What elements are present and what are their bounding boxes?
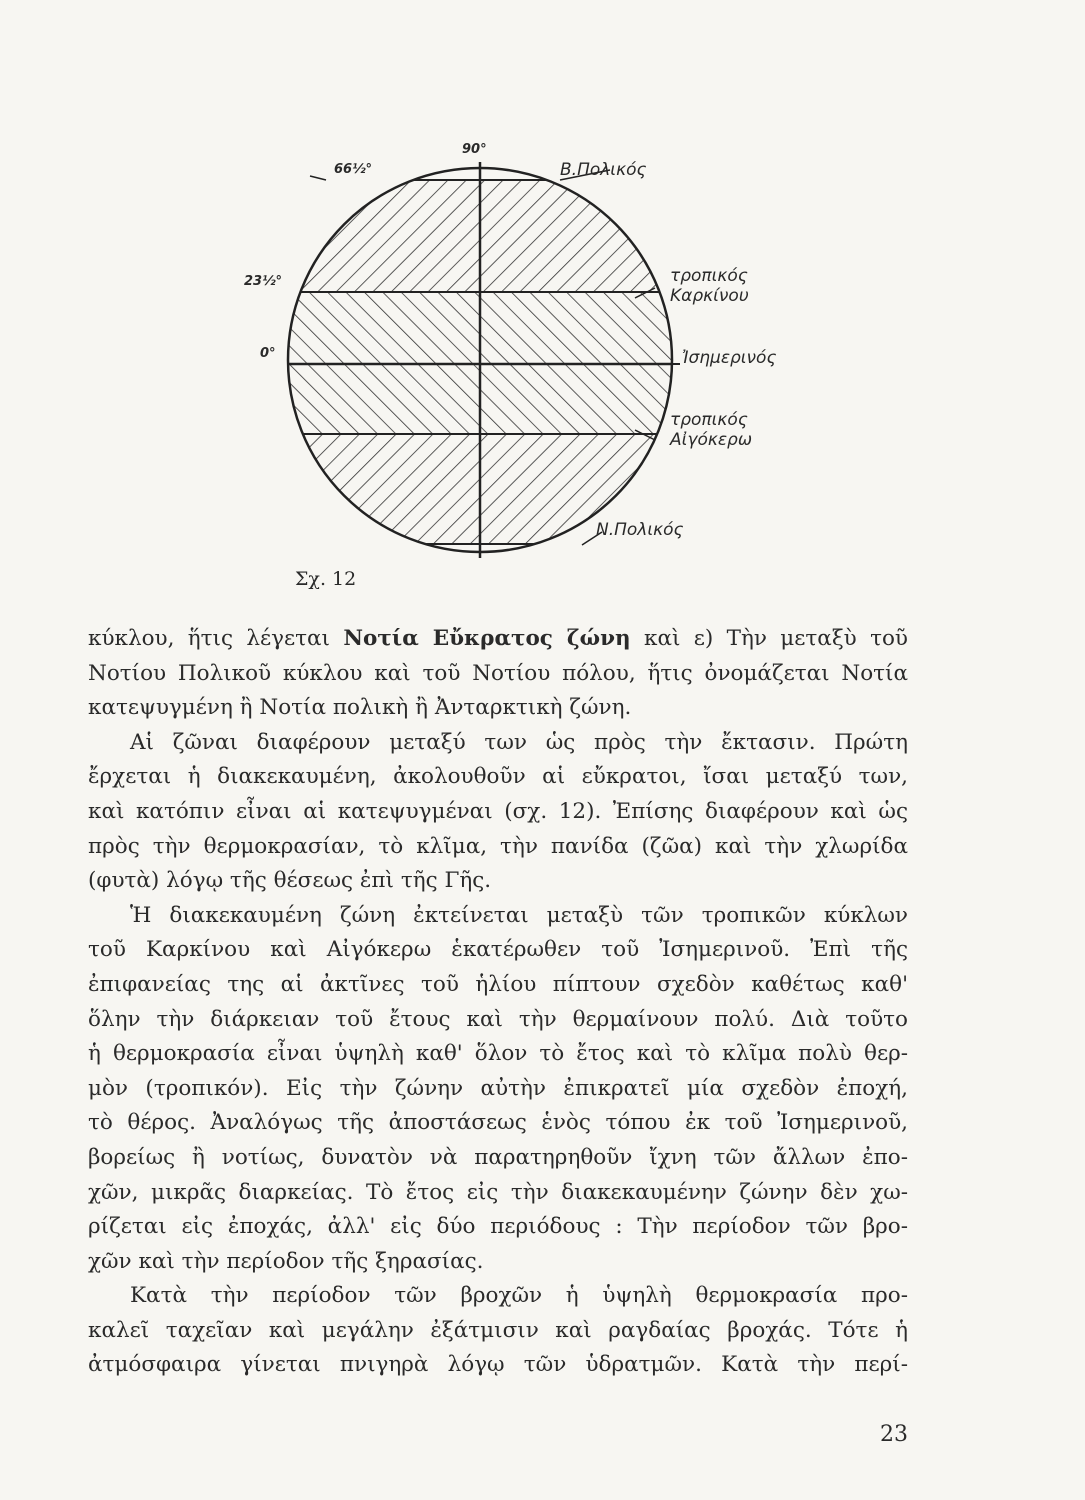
text-line: ρίζεται εἰς ἐποχάς, ἀλλ' εἰς δύο περιόδους : Τὴν περίοδον τῶν βρο- [88,1214,908,1240]
text-line: ἐπιφανείας της αἱ ἀκτῖνες τοῦ ἡλίου πίπτουν σχεδὸν καθέτως καθ' [88,971,908,997]
page-number: 23 [880,1422,908,1447]
label-tropic-capricorn-line2: Αἰγόκερω [670,430,753,450]
label-tropic-capricorn-line1: τροπικός [670,410,748,430]
text-line: κύκλου, ἥτις λέγεται Νοτία Εὔκρατος ζώνη καὶ ε) Τὴν μεταξὺ τοῦ [88,626,908,651]
text-line: τὸ θέρος. Ἀναλόγως τῆς ἀποστάσεως ἑνὸς τόπου ἐκ τοῦ Ἰσημερινοῦ, [88,1110,908,1136]
text-line: χῶν καὶ τὴν περίοδον τῆς ξηρασίας. [88,1248,484,1274]
label-tropic-of-cancer [670,266,749,306]
zones-diagram [230,140,790,560]
text-line: μὸν (τροπικόν). Εἰς τὴν ζώνην αὐτὴν ἐπικρατεῖ μία σχεδὸν ἐποχή, [88,1075,908,1101]
label-equator: Ἰσημερινός [682,348,777,368]
text-line: ὅλην τὴν διάρκειαν τοῦ ἔτους καὶ τὴν θερμαίνουν πολύ. Διὰ τοῦτο [88,1006,908,1032]
text-line: (φυτὰ) λόγῳ τῆς θέσεως ἐπὶ τῆς Γῆς. [88,868,492,894]
label-90-degrees: 90° [462,142,487,157]
text-line: βορείως ἢ νοτίως, δυνατὸν νὰ παρατηρηθοῦν ἴχνη τῶν ἄλλων ἐπο- [88,1144,908,1170]
text-line: τοῦ Καρκίνου καὶ Αἰγόκερω ἑκατέρωθεν τοῦ Ἰσημερινοῦ. Ἐπὶ τῆς [88,937,908,963]
text-line: Κατὰ τὴν περίοδον τῶν βροχῶν ἡ ὑψηλὴ θερμοκρασία προ- [130,1283,908,1309]
text-line: Ἡ διακεκαυμένη ζώνη ἐκτείνεται μεταξὺ τῶν τροπικῶν κύκλων [130,902,908,928]
term-south-temperate-zone: Νοτία Εὔκρατος ζώνη [343,626,631,651]
text-line: ἀτμόσφαιρα γίνεται πνιγηρὰ λόγῳ τῶν ὑδρατμῶν. Κατὰ τὴν περί- [88,1352,908,1378]
text-line: καλεῖ ταχεῖαν καὶ μεγάλην ἐξάτμισιν καὶ ραγδαίας βροχάς. Τότε ἡ [88,1317,908,1343]
label-south-polar-circle: Ν.Πολικός [596,520,684,540]
label-66-degrees: 66½° [334,162,373,177]
label-north-polar-circle: Β.Πολικός [560,160,647,180]
text-line: ἔρχεται ἡ διακεκαυμένη, ἀκολουθοῦν αἱ εὔκρατοι, ἴσαι μεταξύ των, [88,764,908,790]
label-tropic-cancer-line1: τροπικός [670,266,748,286]
text-line: Νοτίου Πολικοῦ κύκλου καὶ τοῦ Νοτίου πόλου, ἥτις ὀνομάζεται Νοτία [88,660,908,686]
label-tropic-cancer-line2: Καρκίνου [670,286,749,306]
text-line: καὶ κατόπιν εἶναι αἱ κατεψυγμέναι (σχ. 12). Ἐπίσης διαφέρουν καὶ ὡς [88,798,908,824]
text-line: ἡ θερμοκρασία εἶναι ὑψηλὴ καθ' ὅλον τὸ ἔτος καὶ τὸ κλῖμα πολὺ θερ- [88,1041,908,1067]
text-line: Αἱ ζῶναι διαφέρουν μεταξύ των ὡς πρὸς τὴν ἔκτασιν. Πρώτη [130,729,908,755]
label-tropic-of-capricorn [670,410,752,450]
label-0-degrees: 0° [260,346,276,361]
text-line: κατεψυγμένη ἢ Νοτία πολικὴ ἢ Ἀνταρκτικὴ ζώνη. [88,695,632,721]
label-23-degrees: 23½° [244,274,283,289]
body-text [88,622,908,1383]
text-line: πρὸς τὴν θερμοκρασίαν, τὸ κλῖμα, τὴν πανίδα (ζῶα) καὶ τὴν χλωρίδα [88,833,908,859]
figure-caption: Σχ. 12 [295,568,357,590]
text-line: χῶν, μικρᾶς διαρκείας. Τὸ ἔτος εἰς τὴν διακεκαυμένην ζώνην δὲν χω- [88,1179,908,1205]
